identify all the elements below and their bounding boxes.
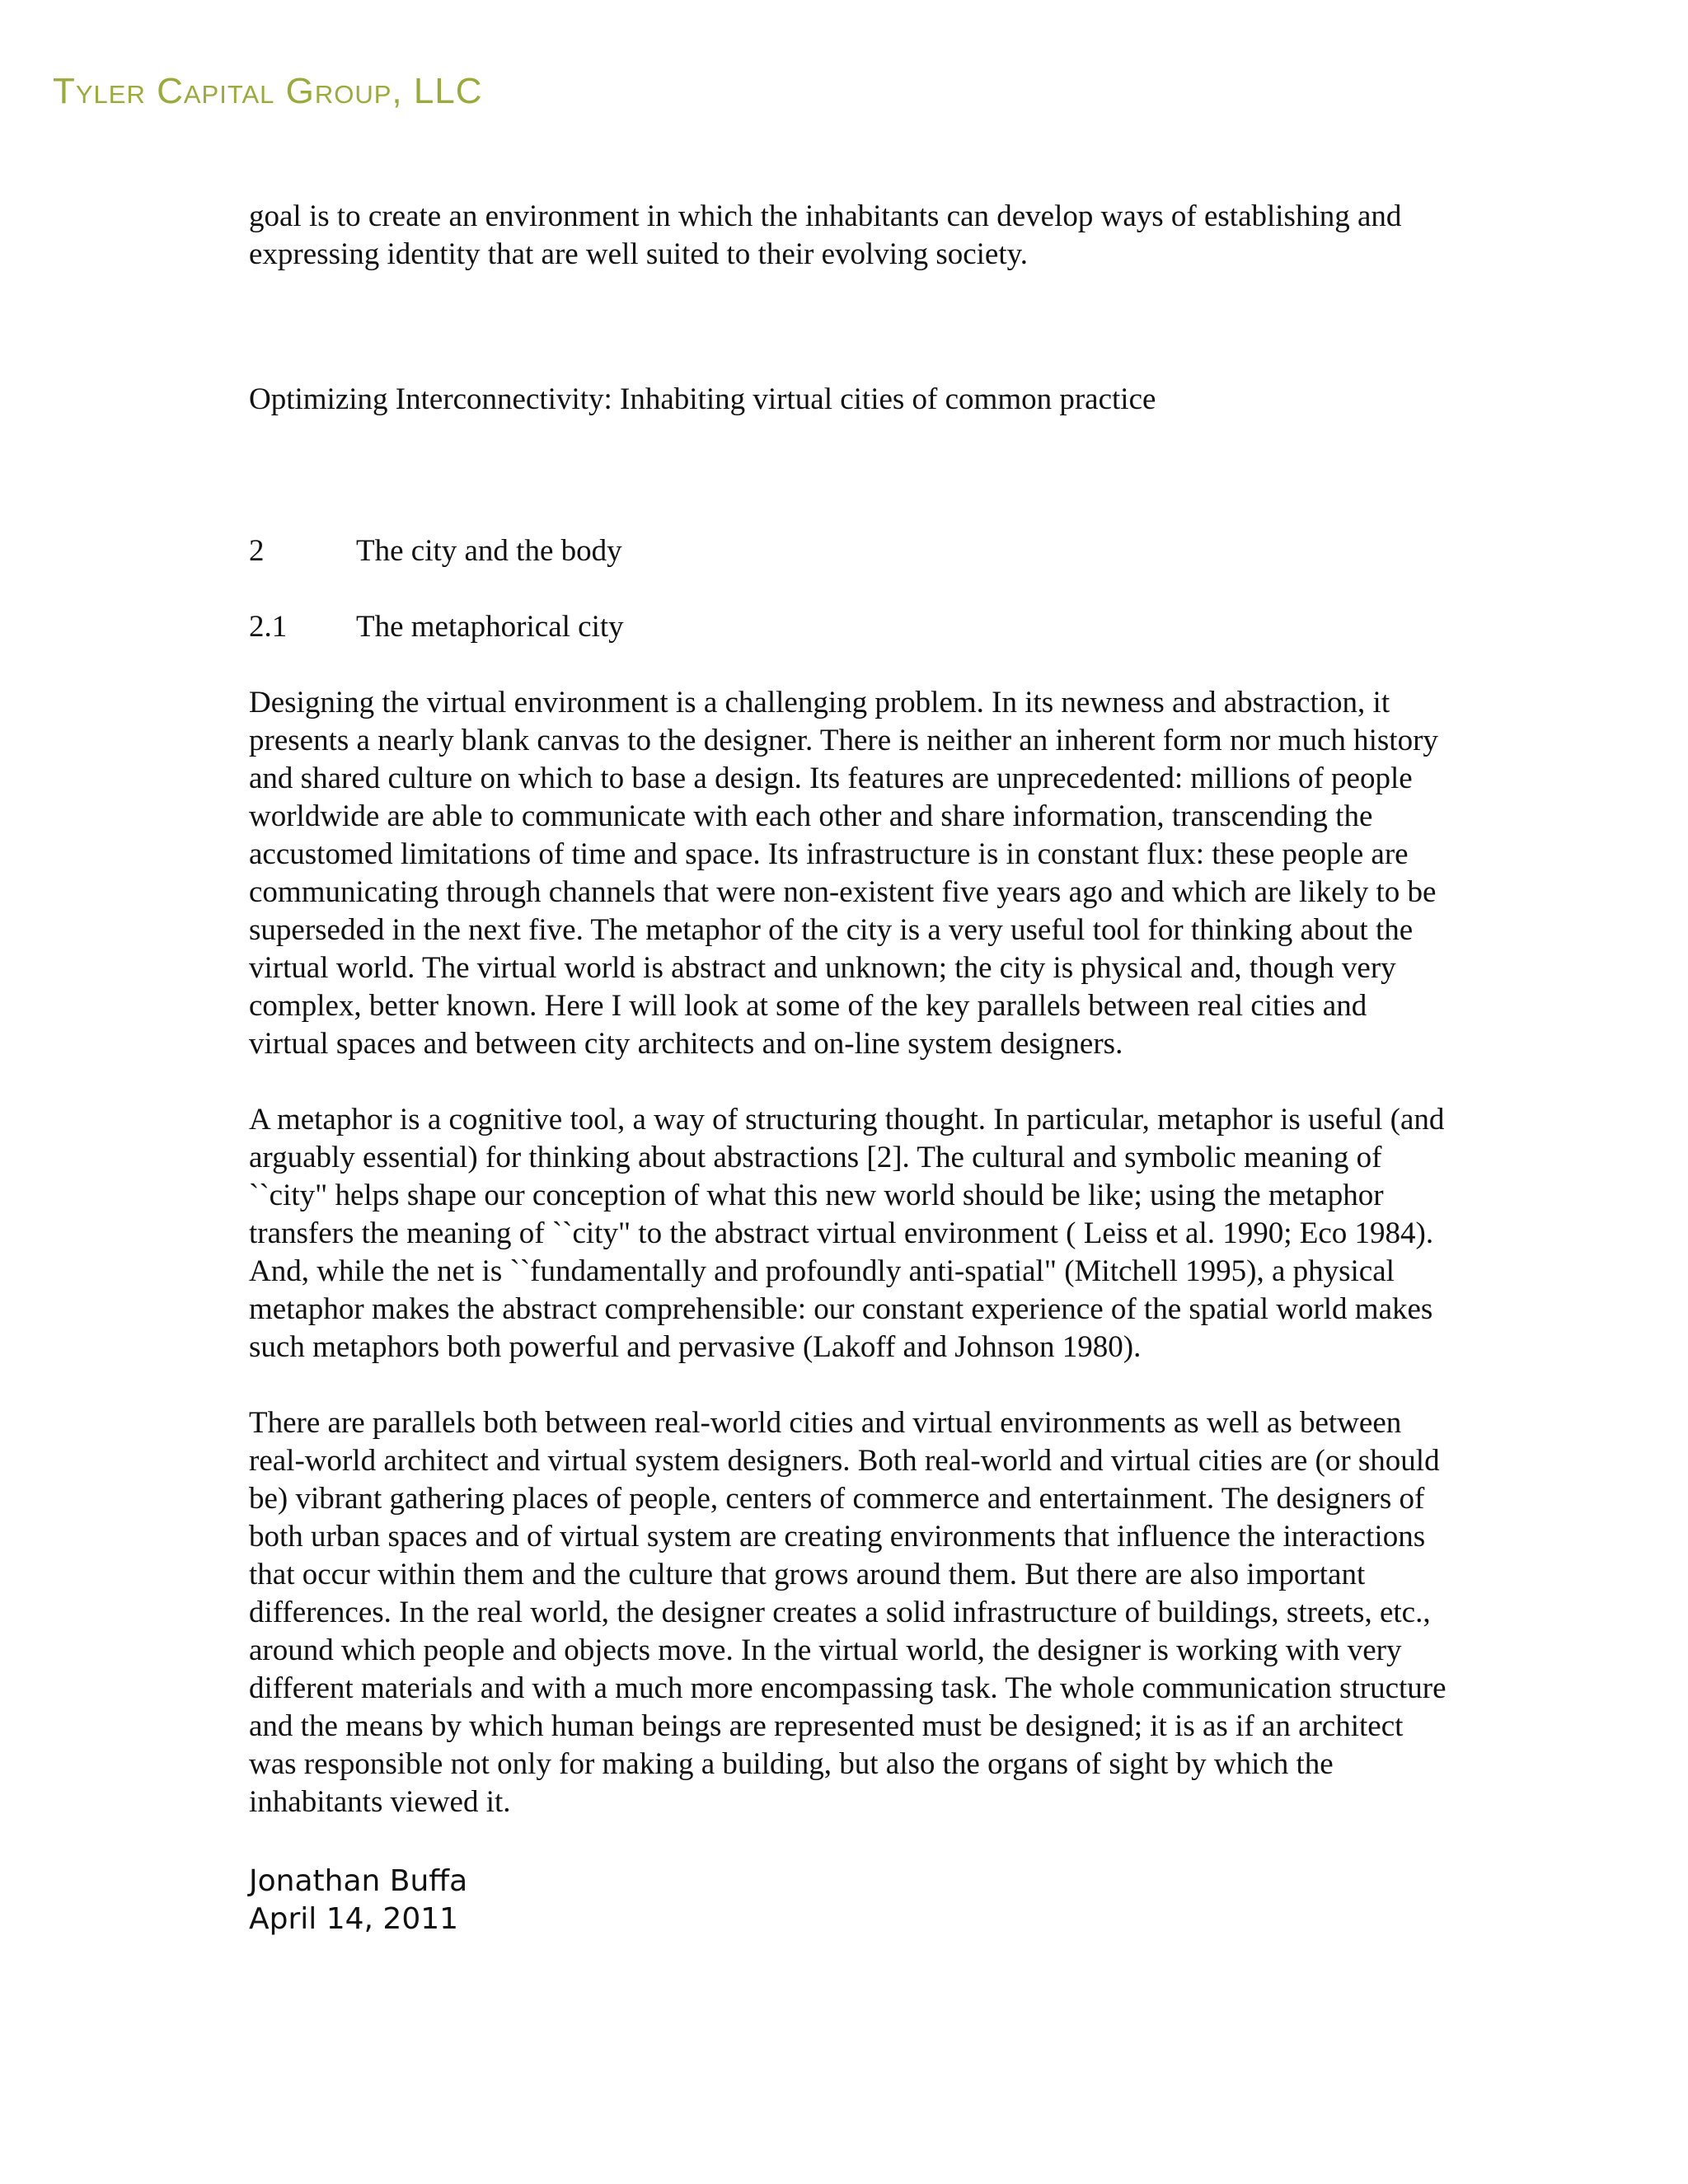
section-title: The metaphorical city <box>356 610 624 644</box>
signature-block <box>249 1863 1452 1938</box>
document-body <box>249 198 1452 1938</box>
intro-paragraph: goal is to create an environment in which the inhabitants can develop ways of establishing and expressing identity that are well suited to their evolving society. <box>249 199 1402 271</box>
letterhead-company-name: Tyler Capital Group, LLC <box>53 71 483 111</box>
body-paragraph-1: Designing the virtual environment is a challenging problem. In its newness and abstraction, it presents a nearly blank canvas to the designer. There is neither an inherent form nor much history and shared culture on which to base a design. Its features are unprecedented: millions of people worldwide are able to communicate with each other and share information, transcending the accustomed limitations of time and space. Its infrastructure is in constant flux: these people are communicating through channels that were non-existent five years ago and which are likely to be superseded in the next five. The metaphor of the city is a very useful tool for thinking about the virtual world. The virtual world is abstract and unknown; the city is physical and, though very complex, better known. Here I will look at some of the key parallels between real cities and virtual spaces and between city architects and on-line system designers. <box>249 686 1438 1061</box>
body-paragraph-3: There are parallels both between real-world cities and virtual environments as well as between real-world architect and virtual system designers. Both real-world and virtual cities are (or should be) vibrant gathering places of people, centers of commerce and entertainment. The designers of both urban spaces and of virtual system are creating environments that influence the interactions that occur within them and the culture that grows around them. But there are also important differences. In the real world, the designer creates a solid infrastructure of buildings, streets, etc., around which people and objects move. In the virtual world, the designer is working with very different materials and with a much more encompassing task. The whole communication structure and the means by which human beings are represented must be designed; it is as if an architect was responsible not only for making a building, but also the organs of sight by which the inhabitants viewed it. <box>249 1406 1447 1819</box>
document-title: Optimizing Interconnectivity: Inhabiting virtual cities of common practice <box>249 382 1156 416</box>
section-title: The city and the body <box>356 534 622 568</box>
section-heading-2 <box>249 532 1452 570</box>
body-paragraph-2: A metaphor is a cognitive tool, a way of structuring thought. In particular, metaphor is useful (and arguably essential) for thinking about abstractions [2]. The cultural and symbolic meaning of ``city" helps shape our conception of what this new world should be like; using the metaphor transfers the meaning of ``city" to the abstract virtual environment ( Leiss et al. 1990; Eco 1984). And, while the net is ``fundamentally and profoundly anti-spatial" (Mitchell 1995), a physical metaphor makes the abstract comprehensible: our constant experience of the spatial world makes such metaphors both powerful and pervasive (Lakoff and Johnson 1980). <box>249 1103 1445 1364</box>
section-number: 2 <box>249 534 265 568</box>
section-number: 2.1 <box>249 610 288 644</box>
signature-date: April 14, 2011 <box>249 1902 459 1936</box>
author-name: Jonathan Buffa <box>249 1864 468 1898</box>
section-heading-2-1 <box>249 608 1452 646</box>
